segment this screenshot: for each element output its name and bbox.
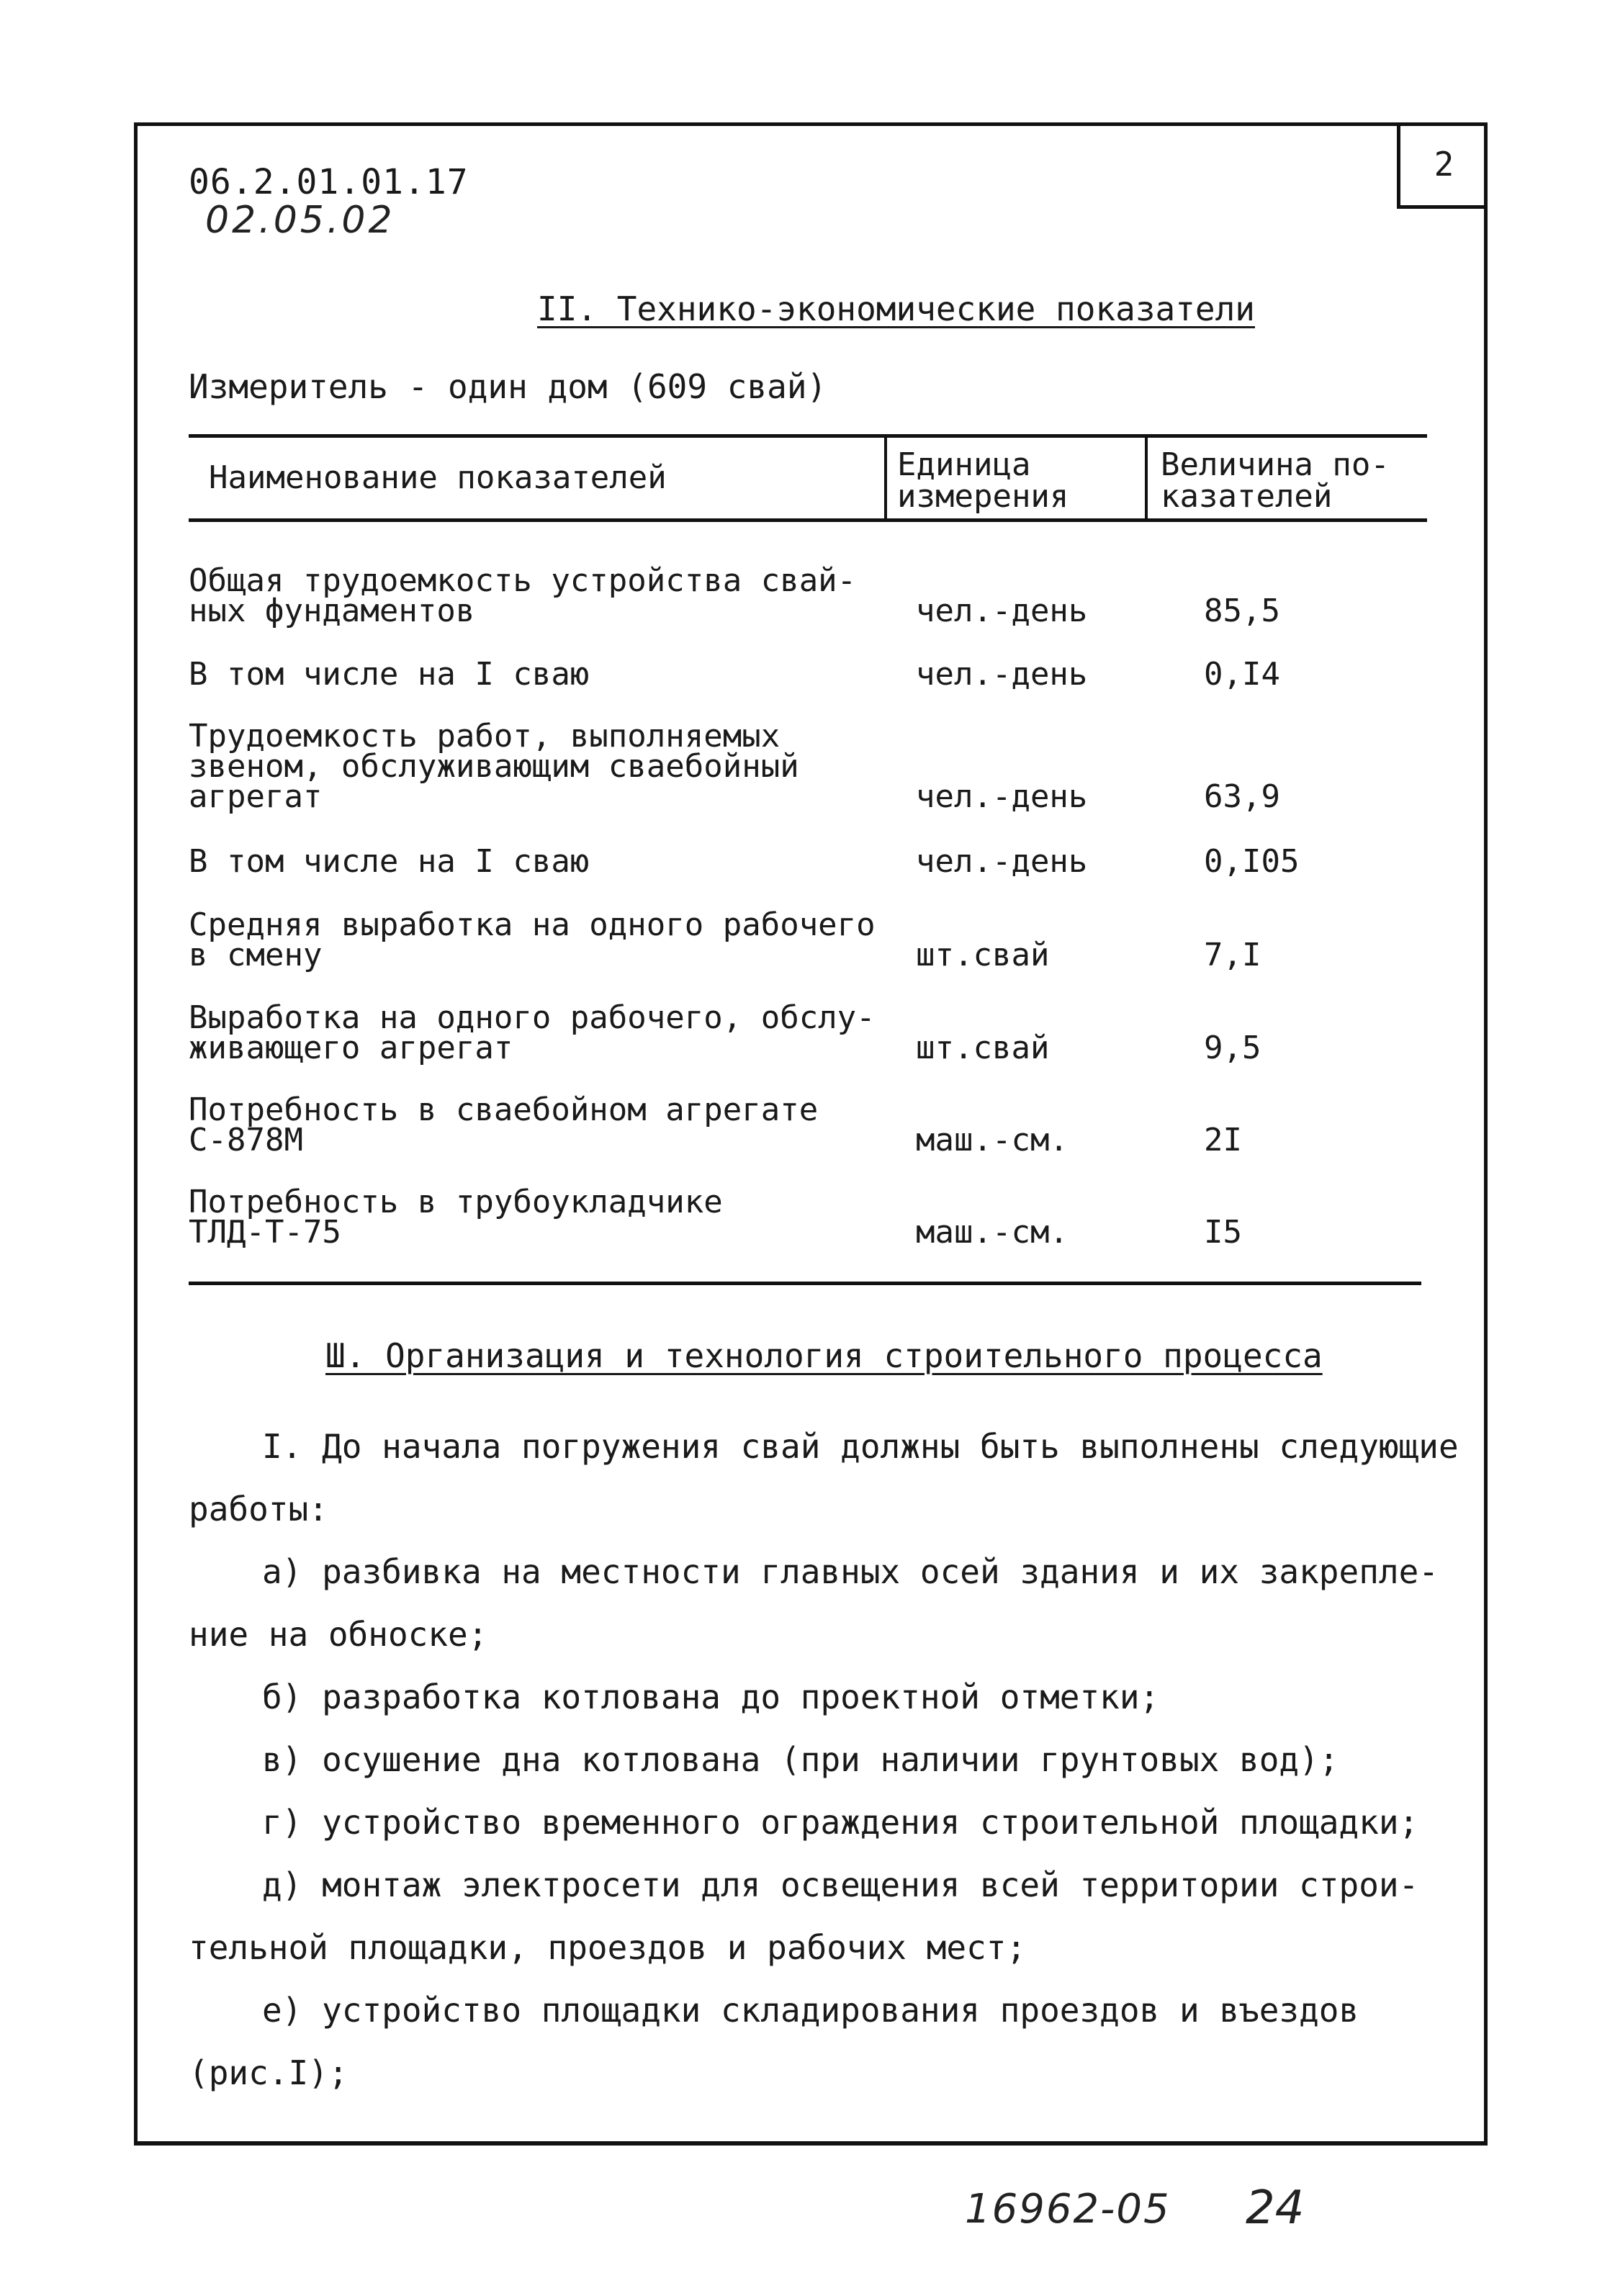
meter-line: Измеритель - один дом (609 свай) xyxy=(189,367,827,406)
header-value-line1: Величина по- xyxy=(1161,446,1390,483)
row-name: Средняя выработка на одного рабочего в смену xyxy=(189,906,876,973)
row-value: 85,5 xyxy=(1204,593,1280,629)
row-unit: чел.-день xyxy=(916,778,1088,815)
row-name: Трудоемкость работ, выполняемых звеном, обслуживающим сваебойный агрегат xyxy=(189,718,799,815)
paragraph-line: б) разработка котлована до проектной отметки; xyxy=(262,1678,1160,1716)
header-name: Наименование показателей xyxy=(209,459,667,496)
paragraph-line: тельной площадки, проездов и рабочих мест; xyxy=(189,1928,1027,1967)
row-name: В том числе на I сваю xyxy=(189,656,590,693)
row-value: I5 xyxy=(1204,1214,1242,1251)
paragraph-line: ние на обноске; xyxy=(189,1615,488,1654)
paragraph-line: (рис.I); xyxy=(189,2053,348,2092)
row-unit: шт.свай xyxy=(916,1030,1050,1066)
paragraph-line: а) разбивка на местности главных осей здания и их закрепле- xyxy=(262,1552,1439,1591)
table-top-rule xyxy=(189,434,1427,438)
row-value: 0,I05 xyxy=(1204,843,1300,880)
header-value-line2: казателей xyxy=(1161,478,1333,515)
handwritten-page-number: 24 xyxy=(1246,2182,1305,2235)
row-value: 9,5 xyxy=(1204,1030,1261,1066)
table-row xyxy=(189,1062,1427,1156)
paragraph-line: работы: xyxy=(189,1490,328,1529)
row-unit: чел.-день xyxy=(916,656,1088,693)
sheet-number-box xyxy=(1397,122,1488,209)
table-bottom-rule xyxy=(189,1282,1421,1285)
row-name: Общая трудоемкость устройства свай- ных фундаментов xyxy=(189,562,857,629)
table-row xyxy=(189,877,1427,971)
table-row xyxy=(189,970,1427,1066)
row-value: 0,I4 xyxy=(1204,656,1280,693)
table-col-divider-1 xyxy=(884,438,887,518)
header-unit-line1: Единица xyxy=(897,446,1031,483)
section-2-title: II. Технико-экономические показатели xyxy=(537,289,1255,328)
paragraph-line: д) монтаж электросети для освещения всей территории строи- xyxy=(262,1865,1419,1904)
row-name: В том числе на I сваю xyxy=(189,843,590,880)
row-name: Выработка на одного рабочего, обслу- живающего агрегат xyxy=(189,999,876,1066)
paragraph-line: I. До начала погружения свай должны быть выполнены следующие xyxy=(262,1427,1459,1466)
sheet-number: 2 xyxy=(1434,144,1454,184)
row-name: Потребность в сваебойном агрегате С-878М xyxy=(189,1091,819,1158)
section-3-title: Ш. Организация и технология строительного процесса xyxy=(325,1336,1323,1375)
row-unit: маш.-см. xyxy=(916,1122,1069,1158)
row-unit: маш.-см. xyxy=(916,1214,1069,1251)
handwritten-date: 02.05.02 xyxy=(205,199,395,242)
row-unit: чел.-день xyxy=(916,843,1088,880)
row-unit: чел.-день xyxy=(916,593,1088,629)
paragraph-line: в) осушение дна котлована (при наличии грунтовых вод); xyxy=(262,1740,1339,1779)
table-row xyxy=(189,778,1427,880)
table-col-divider-2 xyxy=(1145,438,1148,518)
section-3-body xyxy=(189,1415,1459,2104)
paragraph-line: е) устройство площадки складирования проездов и въездов xyxy=(262,1991,1359,2030)
document-code: 06.2.01.01.17 xyxy=(189,162,469,202)
row-value: 63,9 xyxy=(1204,778,1280,815)
handwritten-footer-code: 16962-05 xyxy=(965,2186,1171,2233)
table-row xyxy=(189,1154,1427,1251)
row-name: Потребность в трубоукладчике ТЛД-Т-75 xyxy=(189,1184,723,1251)
table-header-bottom-rule xyxy=(189,518,1427,522)
row-value: 7,I xyxy=(1204,937,1261,973)
row-unit: шт.свай xyxy=(916,937,1050,973)
header-unit-line2: измерения xyxy=(897,478,1069,515)
paragraph-line: г) устройство временного ограждения строительной площадки; xyxy=(262,1803,1419,1842)
row-value: 2I xyxy=(1204,1122,1242,1158)
